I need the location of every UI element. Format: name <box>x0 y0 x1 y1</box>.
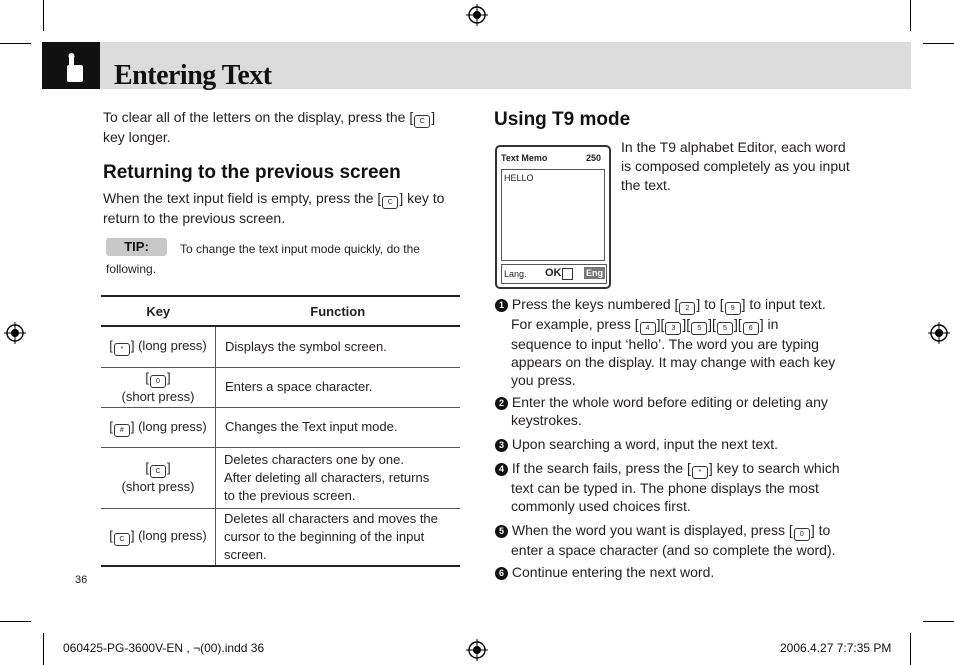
key-3-icon: 3 <box>665 322 681 335</box>
table-row: [ * ] (long press) Displays the symbol screen. <box>101 326 460 367</box>
section-title-returning: Returning to the previous screen <box>103 162 401 183</box>
key-5-icon: 5 <box>691 322 707 335</box>
step-3: 3 Upon searching a word, input the next text. <box>495 435 845 453</box>
page-number: 36 <box>75 574 88 586</box>
table-row: [ # ] (long press) Changes the Text input mode. <box>101 407 460 447</box>
step-2: 2 Enter the whole word before editing or deleting any keystrokes. <box>495 393 845 429</box>
table-row: [ C ] (short press) Deletes characters one by one. After deleting all characters, returns to the previous screen. <box>101 447 460 508</box>
hand-pointer-icon <box>42 42 100 89</box>
registration-mark-top <box>466 4 488 26</box>
phone-title-bar: Text Memo 250 <box>501 153 601 163</box>
registration-mark-right <box>928 322 950 344</box>
section-title-t9: Using T9 mode <box>494 109 631 130</box>
phone-screen-illustration <box>495 145 611 289</box>
key-9-icon: 9 <box>725 302 741 315</box>
returning-paragraph: When the text input field is empty, press the [ C ] key to return to the previous screen. <box>103 190 445 226</box>
phone-text-area: HELLO <box>501 169 605 261</box>
key-5-icon: 5 <box>717 322 733 335</box>
tip-text: To change the text input mode quickly, do the following. <box>106 242 420 276</box>
step-6: 6 Continue entering the next word. <box>495 563 845 581</box>
t9-intro: In the T9 alphabet Editor, each word is composed completely as you input the text. <box>621 139 850 193</box>
key-function-table <box>101 295 460 567</box>
key-4-icon: 4 <box>640 322 656 335</box>
mode-icon <box>562 268 573 280</box>
clear-key-icon: C <box>414 115 430 128</box>
footer-filename: 060425-PG-3600V-EN , ¬(00).indd 36 <box>63 641 265 655</box>
star-key-icon: * <box>692 466 708 479</box>
zero-key-icon: 0 <box>794 528 810 541</box>
registration-mark-left <box>4 322 26 344</box>
hash-key-icon: # <box>114 424 130 437</box>
clear-key-icon: C <box>382 196 398 209</box>
step-4: 4 If the search fails, press the [ * ] key to search which text can be typed in. The phone displays the most commonly used choices first. <box>495 459 850 515</box>
zero-key-icon: 0 <box>150 375 166 388</box>
clear-key-icon: C <box>150 465 166 478</box>
intro-paragraph: To clear all of the letters on the display, press the [ C ] key longer. <box>103 109 436 145</box>
step-1: 1 Press the keys numbered [ 2 ] to [ 9 ] to input text. For example, press [ 4 ][ 3 ][ 5 ][ 5 ][ 6 ] in sequence to input ‘hello’. The word you are typing appears on the display. It may change with each key you press. <box>495 295 845 389</box>
key-2-icon: 2 <box>679 302 695 315</box>
table-row: [ 0 ] (short press) Enters a space character. <box>101 367 460 407</box>
tip-badge: TIP: <box>106 238 167 256</box>
registration-mark-bottom <box>466 639 488 661</box>
page-title: Entering Text <box>114 60 272 91</box>
phone-softkey-bar: Lang. OK Eng <box>501 264 607 284</box>
star-key-icon: * <box>114 343 130 356</box>
table-header-key: Key <box>101 296 216 326</box>
table-header-function: Function <box>216 296 461 326</box>
table-row: [ C ] (long press) Deletes all characters and moves the cursor to the beginning of the input screen. <box>101 508 460 566</box>
step-5: 5 When the word you want is displayed, press [ 0 ] to enter a space character (and so complete the word). <box>495 521 845 559</box>
key-6-icon: 6 <box>743 322 759 335</box>
clear-key-icon: C <box>114 533 130 546</box>
footer-date: 2006.4.27 7:7:35 PM <box>780 641 892 655</box>
